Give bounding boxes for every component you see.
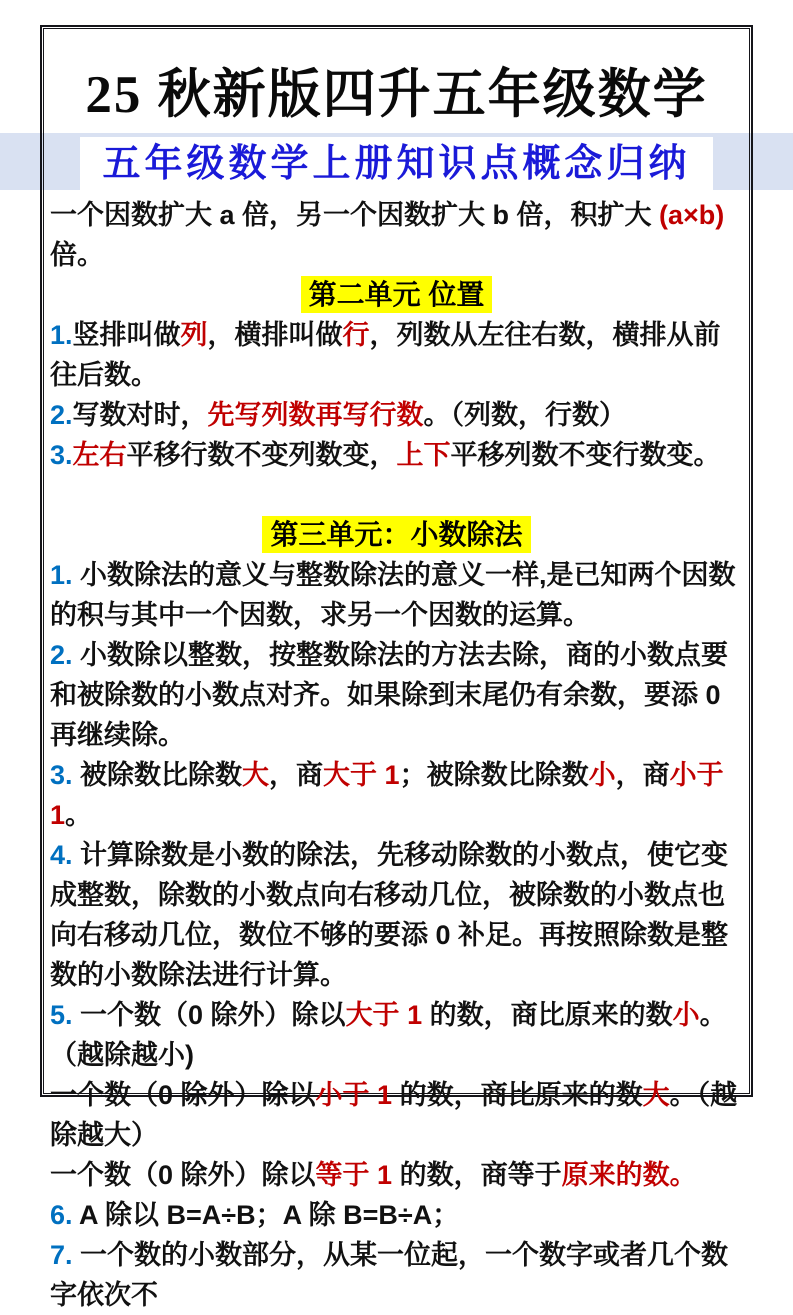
page-content: [44, 29, 749, 1315]
page-title: 25 秋新版四升五年级数学: [85, 66, 708, 124]
text-segment: 被除数比除数: [72, 760, 243, 790]
text-segment: 3.: [50, 760, 73, 790]
paragraph: [50, 755, 743, 835]
text-segment: 。: [65, 800, 93, 830]
text-segment: 写数对时，: [72, 400, 208, 430]
text-segment: 小于 1: [315, 1080, 393, 1110]
text-segment: 一个数的小数部分，从某一位起，一个数字或者几个数字依次不: [50, 1240, 729, 1310]
text-segment: 6.: [50, 1200, 73, 1230]
section-heading: [50, 275, 743, 315]
text-segment: 的数，商比原来的数: [422, 1000, 673, 1030]
text-segment: 4.: [50, 840, 73, 870]
text-segment: 小数除以整数，按整数除法的方法去除，商的小数点要和被除数的小数点对齐。如果除到末尾仍有余数，要添 0 再继续除。: [50, 640, 729, 750]
section-heading-text: 第三单元：小数除法: [262, 516, 530, 553]
text-segment: 1.: [50, 560, 73, 590]
text-segment: 先写列数再写行数: [207, 400, 424, 430]
text-segment: 倍。: [50, 240, 104, 270]
text-segment: 等于 1: [315, 1160, 393, 1190]
text-segment: 1.: [50, 320, 73, 350]
text-segment: 一个数（0 除外）除以: [72, 1000, 346, 1030]
paragraph: [50, 635, 743, 755]
text-segment: 大于 1: [345, 1000, 423, 1030]
paragraph: [50, 555, 743, 635]
text-segment: 行: [342, 320, 370, 350]
spacer: [50, 475, 743, 515]
section-heading-text: 第二单元 位置: [301, 276, 493, 313]
text-segment: 。（列数，行数）: [423, 400, 627, 430]
text-segment: 的数，商比原来的数: [392, 1080, 643, 1110]
text-segment: 一个数（0 除外）除以: [50, 1160, 316, 1190]
text-segment: 5.: [50, 1000, 73, 1030]
text-segment: 竖排叫做: [72, 320, 181, 350]
text-segment: 小: [588, 760, 616, 790]
text-segment: 小于 1: [50, 760, 724, 830]
text-segment: 左右: [72, 440, 127, 470]
paragraph: [50, 1155, 743, 1195]
text-segment: 大于 1: [323, 760, 400, 790]
text-segment: 平移行数不变列数变，: [126, 440, 397, 470]
paragraph: [50, 995, 743, 1075]
text-segment: 。（越除越小): [50, 1000, 727, 1070]
text-segment: 的数，商等于: [392, 1160, 562, 1190]
section-heading: [50, 515, 743, 555]
paragraph: [50, 835, 743, 995]
text-segment: (a×b): [659, 200, 725, 230]
text-segment: 平移列数不变行数变。: [450, 440, 721, 470]
text-segment: 小: [672, 1000, 700, 1030]
text-segment: 列: [180, 320, 208, 350]
text-segment: ；被除数比除数: [399, 760, 589, 790]
paragraph: [50, 435, 743, 475]
text-segment: 一个数（0 除外）除以: [50, 1080, 316, 1110]
page-border-inner: [43, 28, 750, 1310]
paragraph: [50, 1195, 743, 1235]
content-blocks: [50, 195, 743, 1315]
paragraph: [50, 315, 743, 395]
text-segment: 原来的数。: [561, 1160, 697, 1190]
paragraph: [50, 1075, 743, 1155]
page-subtitle: 五年级数学上册知识点概念归纳: [80, 137, 712, 191]
text-segment: ，商: [269, 760, 324, 790]
paragraph: [50, 195, 743, 275]
text-segment: 上下: [396, 440, 451, 470]
text-segment: ，横排叫做: [207, 320, 343, 350]
text-segment: 2.: [50, 640, 73, 670]
text-segment: 2.: [50, 400, 73, 430]
text-segment: 小数除法的意义与整数除法的意义一样,是已知两个因数的积与其中一个因数，求另一个因数的运算。: [50, 560, 736, 630]
text-segment: 3.: [50, 440, 73, 470]
text-segment: 一个因数扩大 a 倍，另一个因数扩大 b 倍，积扩大: [50, 200, 660, 230]
subtitle-row: [50, 135, 743, 192]
text-segment: A 除以 B=A÷B；A 除 B=B÷A；: [72, 1200, 460, 1230]
text-segment: 7.: [50, 1240, 73, 1270]
text-segment: 计算除数是小数的除法，先移动除数的小数点，使它变成整数，除数的小数点向右移动几位，被除数的小数点也向右移动几位，数位不够的要添 0 补足。再按照除数是整数的小数除法进行计算。: [50, 840, 729, 990]
text-segment: 大: [642, 1080, 670, 1110]
page-border-frame: [40, 25, 753, 1310]
text-segment: 。（越除越大）: [50, 1080, 738, 1150]
text-segment: ，列数从左往右数，横排从前往后数。: [50, 320, 721, 390]
text-segment: ，商: [615, 760, 670, 790]
paragraph: [50, 1235, 743, 1315]
text-segment: 大: [242, 760, 270, 790]
paragraph: [50, 395, 743, 435]
